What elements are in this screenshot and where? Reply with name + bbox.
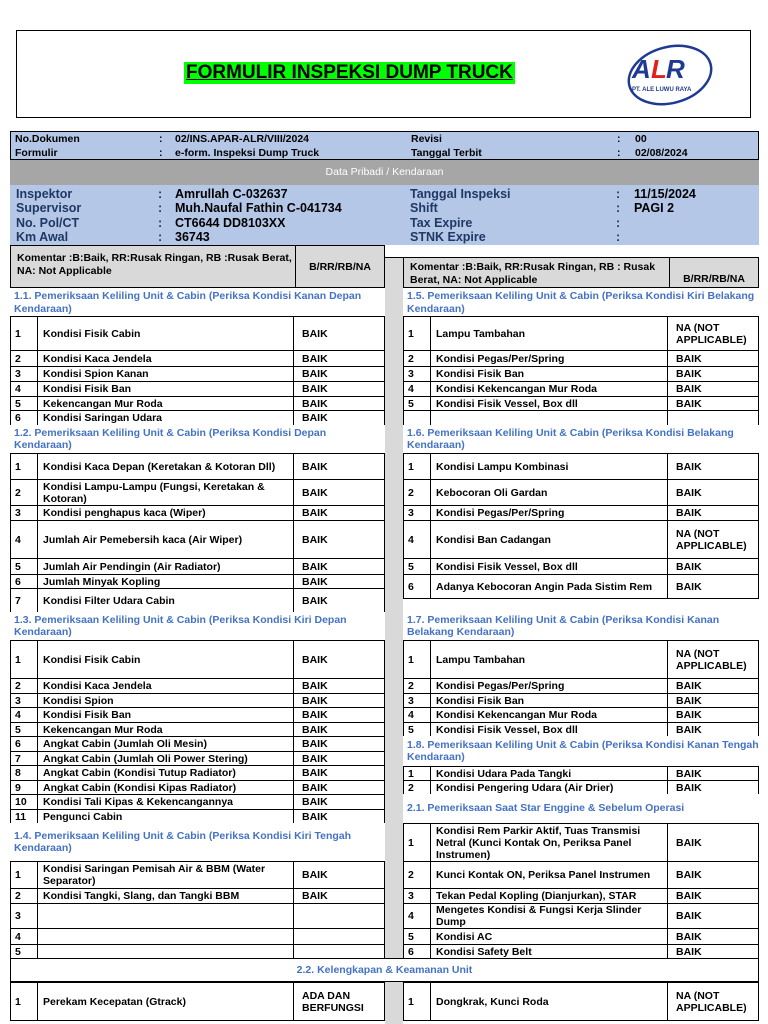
row-label xyxy=(38,904,294,928)
row-number: 7 xyxy=(11,589,38,612)
row-status: BAIK xyxy=(676,560,702,573)
colon: : xyxy=(159,147,163,159)
row-number: 2 xyxy=(404,862,431,888)
inspektor-value: Amrullah C-032637 xyxy=(175,187,288,201)
revisi-label: Revisi xyxy=(411,133,442,145)
section-title-s12: 1.2. Pemeriksaan Keliling Unit & Cabin (Periksa Kondisi Depan Kendaraan) xyxy=(10,425,385,453)
table-row xyxy=(403,888,759,904)
row-label: Kondisi Fisik Ban xyxy=(431,694,668,708)
table-row xyxy=(403,861,759,889)
table-row xyxy=(403,366,759,382)
row-number: 2 xyxy=(11,679,38,693)
row-label: Kondisi Fisik Ban xyxy=(38,708,294,722)
tanggal-inspeksi-label: Tanggal Inspeksi xyxy=(410,187,511,201)
tanggal-terbit-value: 02/08/2024 xyxy=(635,147,688,159)
row-status: BAIK xyxy=(302,781,328,794)
nopol-value: CT6644 DD8103XX xyxy=(175,216,286,230)
colon: : xyxy=(616,216,621,230)
row-status: NA (NOT APPLICABLE) xyxy=(676,989,747,1014)
row-label: Lampu Tambahan xyxy=(431,641,668,678)
row-number: 4 xyxy=(404,382,431,396)
table-row xyxy=(10,861,385,889)
table-row xyxy=(403,350,759,367)
row-status: BAIK xyxy=(676,383,702,395)
section-title-s14: 1.4. Pemeriksaan Keliling Unit & Cabin (Periksa Kondisi Kiri Tengah Kendaraan) xyxy=(10,823,385,861)
table-row xyxy=(10,794,385,810)
table-row xyxy=(403,707,759,723)
row-number: 4 xyxy=(11,708,38,722)
row-status xyxy=(294,904,384,928)
section-title-s18: 1.8. Pemeriksaan Keliling Unit & Cabin (Periksa Kondisi Kanan Tengah Kendaraan) xyxy=(403,736,759,766)
row-label: Kondisi Tangki, Slang, dan Tangki BBM xyxy=(38,889,294,903)
row-status: BAIK xyxy=(676,397,702,410)
row-number: 1 xyxy=(11,317,38,350)
row-status: BAIK xyxy=(302,575,328,588)
table-row xyxy=(10,722,385,737)
row-label: Kondisi Spion xyxy=(38,694,294,708)
no-dokumen-value: 02/INS.APAR-ALR/VIII/2024 xyxy=(175,133,310,145)
row-status: BAIK xyxy=(302,460,328,473)
row-number: 2 xyxy=(11,351,38,366)
row-number: 1 xyxy=(404,983,431,1020)
form-title: FORMULIR INSPEKSI DUMP TRUCK xyxy=(186,62,513,83)
row-number: 7 xyxy=(11,752,38,765)
table-row xyxy=(403,982,759,1021)
row-status: BAIK xyxy=(302,327,328,340)
row-status: BAIK xyxy=(676,869,702,881)
row-number: 2 xyxy=(404,679,431,693)
row-number: 5 xyxy=(404,723,431,736)
row-status: ADA DAN BERFUNGSI xyxy=(302,989,364,1014)
row-label: Angkat Cabin (Kondisi Kipas Radiator) xyxy=(38,781,294,794)
supervisor-value: Muh.Naufal Fathin C-041734 xyxy=(175,201,342,215)
svg-text:R: R xyxy=(666,54,685,84)
row-number: 2 xyxy=(11,889,38,903)
row-number: 9 xyxy=(11,781,38,794)
row-label: Kondisi Pegas/Per/Spring xyxy=(431,679,668,693)
table-row xyxy=(10,396,385,411)
personal-data xyxy=(10,185,759,245)
row-number: 5 xyxy=(404,397,431,410)
nopol-label: No. Pol/CT xyxy=(16,216,80,230)
column-divider xyxy=(385,245,403,1024)
colon: : xyxy=(617,133,621,145)
row-label: Kondisi Filter Udara Cabin xyxy=(38,589,294,612)
table-row xyxy=(403,410,759,426)
km-awal-value: 36743 xyxy=(175,230,210,244)
row-status: BAIK xyxy=(302,594,328,607)
svg-text:PT. ALE LUWU RAYA: PT. ALE LUWU RAYA xyxy=(632,87,692,93)
row-status: BAIK xyxy=(302,560,328,573)
colon: : xyxy=(158,201,163,215)
row-label: Kondisi Udara Pada Tangki xyxy=(431,767,668,780)
table-row xyxy=(403,316,759,351)
row-label: Kondisi Fisik Vessel, Box dll xyxy=(431,559,668,574)
tanggal-terbit-label: Tanggal Terbit xyxy=(411,147,482,159)
shift-value: PAGI 2 xyxy=(634,201,675,215)
row-status: BAIK xyxy=(302,486,328,499)
row-status: BAIK xyxy=(302,352,328,365)
row-status: BAIK xyxy=(676,352,702,365)
row-number: 1 xyxy=(404,641,431,678)
row-label: Kondisi Pengering Udara (Air Drier) xyxy=(431,781,668,794)
row-number: 3 xyxy=(404,889,431,903)
row-label xyxy=(38,945,294,958)
section-title-s13: 1.3. Pemeriksaan Keliling Unit & Cabin (Periksa Kondisi Kiri Depan Kendaraan) xyxy=(10,612,385,640)
row-number: 1 xyxy=(11,454,38,479)
row-number: 5 xyxy=(11,723,38,736)
row-label xyxy=(431,411,668,425)
row-number: 11 xyxy=(11,810,38,823)
row-label: Dongkrak, Kunci Roda xyxy=(431,983,668,1020)
tax-expire-label: Tax Expire xyxy=(410,216,473,230)
row-status: BAIK xyxy=(676,910,702,922)
row-status: BAIK xyxy=(302,723,328,736)
row-label: Kunci Kontak ON, Periksa Panel Instrumen xyxy=(431,862,668,888)
table-row xyxy=(403,928,759,945)
row-label: Jumlah Air Pemebersih kaca (Air Wiper) xyxy=(38,521,294,558)
row-status xyxy=(294,929,384,944)
row-label: Jumlah Air Pendingin (Air Radiator) xyxy=(38,559,294,574)
row-number: 6 xyxy=(404,945,431,958)
row-label: Kondisi penghapus kaca (Wiper) xyxy=(38,506,294,520)
row-status: BAIK xyxy=(676,486,702,499)
table-row xyxy=(10,780,385,795)
row-number: 1 xyxy=(404,317,431,350)
row-status: BAIK xyxy=(302,810,328,823)
table-row xyxy=(403,558,759,575)
row-label: Kondisi Tali Kipas & Kekencangannya xyxy=(38,795,294,809)
section-title-s15: 1.5. Pemeriksaan Keliling Unit & Cabin (Periksa Kondisi Kiri Belakang Kendaraan) xyxy=(403,289,759,316)
shift-label: Shift xyxy=(410,201,438,215)
row-number: 4 xyxy=(11,382,38,396)
comment-header-left xyxy=(10,245,385,288)
row-number: 4 xyxy=(404,708,431,722)
row-number: 6 xyxy=(11,411,38,425)
comment-legend: Komentar :B:Baik, RR:Rusak Ringan, RB : Rusak Berat, NA: Not Applicable xyxy=(410,261,656,286)
row-status xyxy=(668,411,758,425)
row-label: Kondisi Pegas/Per/Spring xyxy=(431,506,668,520)
row-number: 1 xyxy=(11,983,38,1020)
row-label: Angkat Cabin (Jumlah Oli Mesin) xyxy=(38,737,294,751)
table-row xyxy=(10,640,385,679)
row-label: Perekam Kecepatan (Gtrack) xyxy=(38,983,294,1020)
colon: : xyxy=(617,147,621,159)
row-label: Angkat Cabin (Jumlah Oli Power Stering) xyxy=(38,752,294,765)
table-row xyxy=(10,574,385,589)
table-row xyxy=(403,505,759,521)
comment-header-right xyxy=(403,257,759,288)
row-number: 3 xyxy=(404,367,431,381)
table-row xyxy=(10,366,385,382)
table-row xyxy=(10,479,385,506)
row-label: Kondisi Kekencangan Mur Roda xyxy=(431,382,668,396)
row-status: NA (NOT APPLICABLE) xyxy=(676,527,747,552)
row-status: BAIK xyxy=(676,507,702,519)
table-row xyxy=(403,479,759,506)
table-row xyxy=(10,381,385,397)
table-row xyxy=(10,505,385,521)
table-row xyxy=(10,453,385,480)
row-label: Kondisi Kaca Depan (Keretakan & Kotoran Dll) xyxy=(38,454,294,479)
table-row xyxy=(403,678,759,694)
table-row xyxy=(403,381,759,397)
company-logo xyxy=(620,42,715,112)
row-number: 1 xyxy=(11,862,38,888)
row-label: Kondisi Lampu Kombinasi xyxy=(431,454,668,479)
row-status: BAIK xyxy=(676,680,702,692)
row-number: 1 xyxy=(404,824,431,861)
row-number: 10 xyxy=(11,795,38,809)
row-status: BAIK xyxy=(302,767,328,779)
row-label xyxy=(38,929,294,944)
row-number: 3 xyxy=(11,694,38,708)
row-status: BAIK xyxy=(302,397,328,410)
row-status: BAIK xyxy=(676,767,702,780)
row-status: BAIK xyxy=(302,890,328,902)
row-number: 3 xyxy=(11,506,38,520)
table-row xyxy=(10,928,385,945)
row-number: 6 xyxy=(11,737,38,751)
table-row xyxy=(10,520,385,559)
row-number: 5 xyxy=(11,559,38,574)
row-status: BAIK xyxy=(676,781,702,794)
colon: : xyxy=(616,187,621,201)
row-label: Kondisi Fisik Vessel, Box dll xyxy=(431,397,668,410)
row-status: BAIK xyxy=(676,945,702,958)
table-row xyxy=(10,558,385,575)
row-number: 1 xyxy=(404,767,431,780)
status-column-header: B/RR/RB/NA xyxy=(295,246,384,287)
row-status: BAIK xyxy=(676,836,702,849)
row-status: BAIK xyxy=(676,709,702,721)
row-label: Tekan Pedal Kopling (Dianjurkan), STAR xyxy=(431,889,668,903)
section-band: Data Pribadi / Kendaraan xyxy=(10,160,759,185)
status-column-header: B/RR/RB/NA xyxy=(669,258,758,287)
inspektor-label: Inspektor xyxy=(16,187,73,201)
row-number xyxy=(404,411,431,425)
row-status: BAIK xyxy=(676,930,702,943)
table-row xyxy=(10,751,385,766)
section-title-s11: 1.1. Pemeriksaan Keliling Unit & Cabin (Periksa Kondisi Kanan Depan Kendaraan) xyxy=(10,289,385,316)
table-row xyxy=(403,944,759,959)
row-label: Kondisi Kaca Jendela xyxy=(38,351,294,366)
row-label: Kondisi Saringan Pemisah Air & BBM (Water Separator) xyxy=(38,862,294,888)
row-status: BAIK xyxy=(302,368,328,380)
row-number: 5 xyxy=(404,559,431,574)
row-status: BAIK xyxy=(676,368,702,380)
table-row xyxy=(10,809,385,824)
supervisor-label: Supervisor xyxy=(16,201,82,215)
row-number: 5 xyxy=(11,945,38,958)
km-awal-label: Km Awal xyxy=(16,230,69,244)
row-label: Kebocoran Oli Gardan xyxy=(431,480,668,505)
colon: : xyxy=(616,230,621,244)
svg-text:L: L xyxy=(651,54,667,84)
colon: : xyxy=(158,216,163,230)
row-status: BAIK xyxy=(302,533,328,546)
row-status: BAIK xyxy=(302,383,328,395)
table-row xyxy=(10,350,385,367)
section-title-s21: 2.1. Pemeriksaan Saat Star Enggine & Sebelum Operasi xyxy=(403,794,759,823)
row-status: BAIK xyxy=(302,680,328,692)
table-row xyxy=(403,453,759,480)
table-row xyxy=(10,678,385,694)
row-label: Pengunci Cabin xyxy=(38,810,294,823)
row-status: BAIK xyxy=(676,580,702,593)
row-status: BAIK xyxy=(302,695,328,707)
row-label: Kondisi Spion Kanan xyxy=(38,367,294,381)
row-number: 5 xyxy=(11,397,38,410)
row-label: Kondisi Kekencangan Mur Roda xyxy=(431,708,668,722)
colon: : xyxy=(159,133,163,145)
table-row xyxy=(10,903,385,929)
row-status xyxy=(294,945,384,958)
no-dokumen-label: No.Dokumen xyxy=(15,133,80,145)
row-number: 4 xyxy=(404,521,431,558)
table-row xyxy=(403,823,759,862)
row-number: 5 xyxy=(404,929,431,944)
table-row xyxy=(10,944,385,959)
revisi-value: 00 xyxy=(635,133,647,145)
row-number: 4 xyxy=(11,521,38,558)
table-row xyxy=(10,316,385,351)
row-status: BAIK xyxy=(302,869,328,881)
tanggal-inspeksi-value: 11/15/2024 xyxy=(634,187,696,201)
formulir-label: Formulir xyxy=(15,147,58,159)
row-status: BAIK xyxy=(302,653,328,666)
row-label: Kondisi Ban Cadangan xyxy=(431,521,668,558)
table-row xyxy=(10,588,385,613)
row-number: 1 xyxy=(11,641,38,678)
svg-text:A: A xyxy=(632,54,651,84)
row-number: 1 xyxy=(404,454,431,479)
row-status: BAIK xyxy=(676,695,702,707)
column-divider-top xyxy=(385,245,403,258)
row-label: Kondisi Fisik Cabin xyxy=(38,317,294,350)
row-label: Kondisi Kaca Jendela xyxy=(38,679,294,693)
row-label: Mengetes Kondisi & Fungsi Kerja Slinder Dump xyxy=(431,904,668,928)
formulir-value: e-form. Inspeksi Dump Truck xyxy=(175,147,320,159)
table-row xyxy=(403,722,759,737)
table-row xyxy=(10,707,385,723)
row-label: Jumlah Minyak Kopling xyxy=(38,575,294,588)
row-status: NA (NOT APPLICABLE) xyxy=(676,321,747,346)
row-number: 2 xyxy=(404,781,431,794)
row-label: Kondisi Rem Parkir Aktif, Tuas Transmisi Netral (Kunci Kontak On, Periksa Panel Instrumen) xyxy=(431,824,668,861)
colon: : xyxy=(616,201,621,215)
table-row xyxy=(10,888,385,904)
row-label: Kondisi Fisik Vessel, Box dll xyxy=(431,723,668,736)
table-row xyxy=(403,640,759,679)
row-label: Kondisi Fisik Ban xyxy=(431,367,668,381)
row-number: 3 xyxy=(404,694,431,708)
table-row xyxy=(10,765,385,781)
stnk-expire-label: STNK Expire xyxy=(410,230,486,244)
table-row xyxy=(403,903,759,929)
row-label: Angkat Cabin (Kondisi Tutup Radiator) xyxy=(38,766,294,780)
row-status: BAIK xyxy=(302,709,328,721)
section-2-2-title: 2.2. Kelengkapan & Keamanan Unit xyxy=(10,958,759,982)
row-label: Kondisi Fisik Ban xyxy=(38,382,294,396)
row-number: 6 xyxy=(11,575,38,588)
row-status: BAIK xyxy=(676,460,702,473)
row-number: 2 xyxy=(11,480,38,505)
document-meta xyxy=(10,131,759,160)
row-label: Lampu Tambahan xyxy=(431,317,668,350)
table-row xyxy=(10,410,385,426)
table-row xyxy=(403,520,759,559)
row-label: Kondisi Lampu-Lampu (Fungsi, Keretakan & Kotoran) xyxy=(38,480,294,505)
row-number: 2 xyxy=(404,480,431,505)
row-status: BAIK xyxy=(302,507,328,519)
table-row xyxy=(403,396,759,411)
row-number: 6 xyxy=(404,575,431,598)
section-title-s16: 1.6. Pemeriksaan Keliling Unit & Cabin (Periksa Kondisi Belakang Kendaraan) xyxy=(403,425,759,453)
table-row xyxy=(403,574,759,599)
row-status: BAIK xyxy=(676,723,702,736)
row-number: 4 xyxy=(404,904,431,928)
table-row xyxy=(403,780,759,795)
row-label: Kondisi Safety Belt xyxy=(431,945,668,958)
row-number: 2 xyxy=(404,351,431,366)
colon: : xyxy=(158,230,163,244)
row-number: 3 xyxy=(11,904,38,928)
row-label: Adanya Kebocoran Angin Pada Sistim Rem xyxy=(431,575,668,598)
row-status: BAIK xyxy=(302,738,328,750)
row-number: 3 xyxy=(11,367,38,381)
row-status: BAIK xyxy=(302,796,328,808)
row-status: NA (NOT APPLICABLE) xyxy=(676,647,747,672)
row-status: BAIK xyxy=(302,412,328,424)
row-label: Kondisi Pegas/Per/Spring xyxy=(431,351,668,366)
row-label: Kekencangan Mur Roda xyxy=(38,723,294,736)
row-label: Kondisi Fisik Cabin xyxy=(38,641,294,678)
row-number: 4 xyxy=(11,929,38,944)
row-status: BAIK xyxy=(676,890,702,902)
row-number: 3 xyxy=(404,506,431,520)
row-number: 8 xyxy=(11,766,38,780)
section-title-s17: 1.7. Pemeriksaan Keliling Unit & Cabin (Periksa Kondisi Kanan Belakang Kendaraan) xyxy=(403,612,759,640)
colon: : xyxy=(158,187,163,201)
row-label: Kekencangan Mur Roda xyxy=(38,397,294,410)
comment-legend: Komentar :B:Baik, RR:Rusak Ringan, RB :Rusak Berat, NA: Not Applicable xyxy=(17,252,292,277)
row-label: Kondisi AC xyxy=(431,929,668,944)
row-label: Kondisi Saringan Udara xyxy=(38,411,294,425)
table-row xyxy=(10,982,385,1021)
table-row xyxy=(10,736,385,752)
table-row xyxy=(403,766,759,781)
row-status: BAIK xyxy=(302,752,328,765)
